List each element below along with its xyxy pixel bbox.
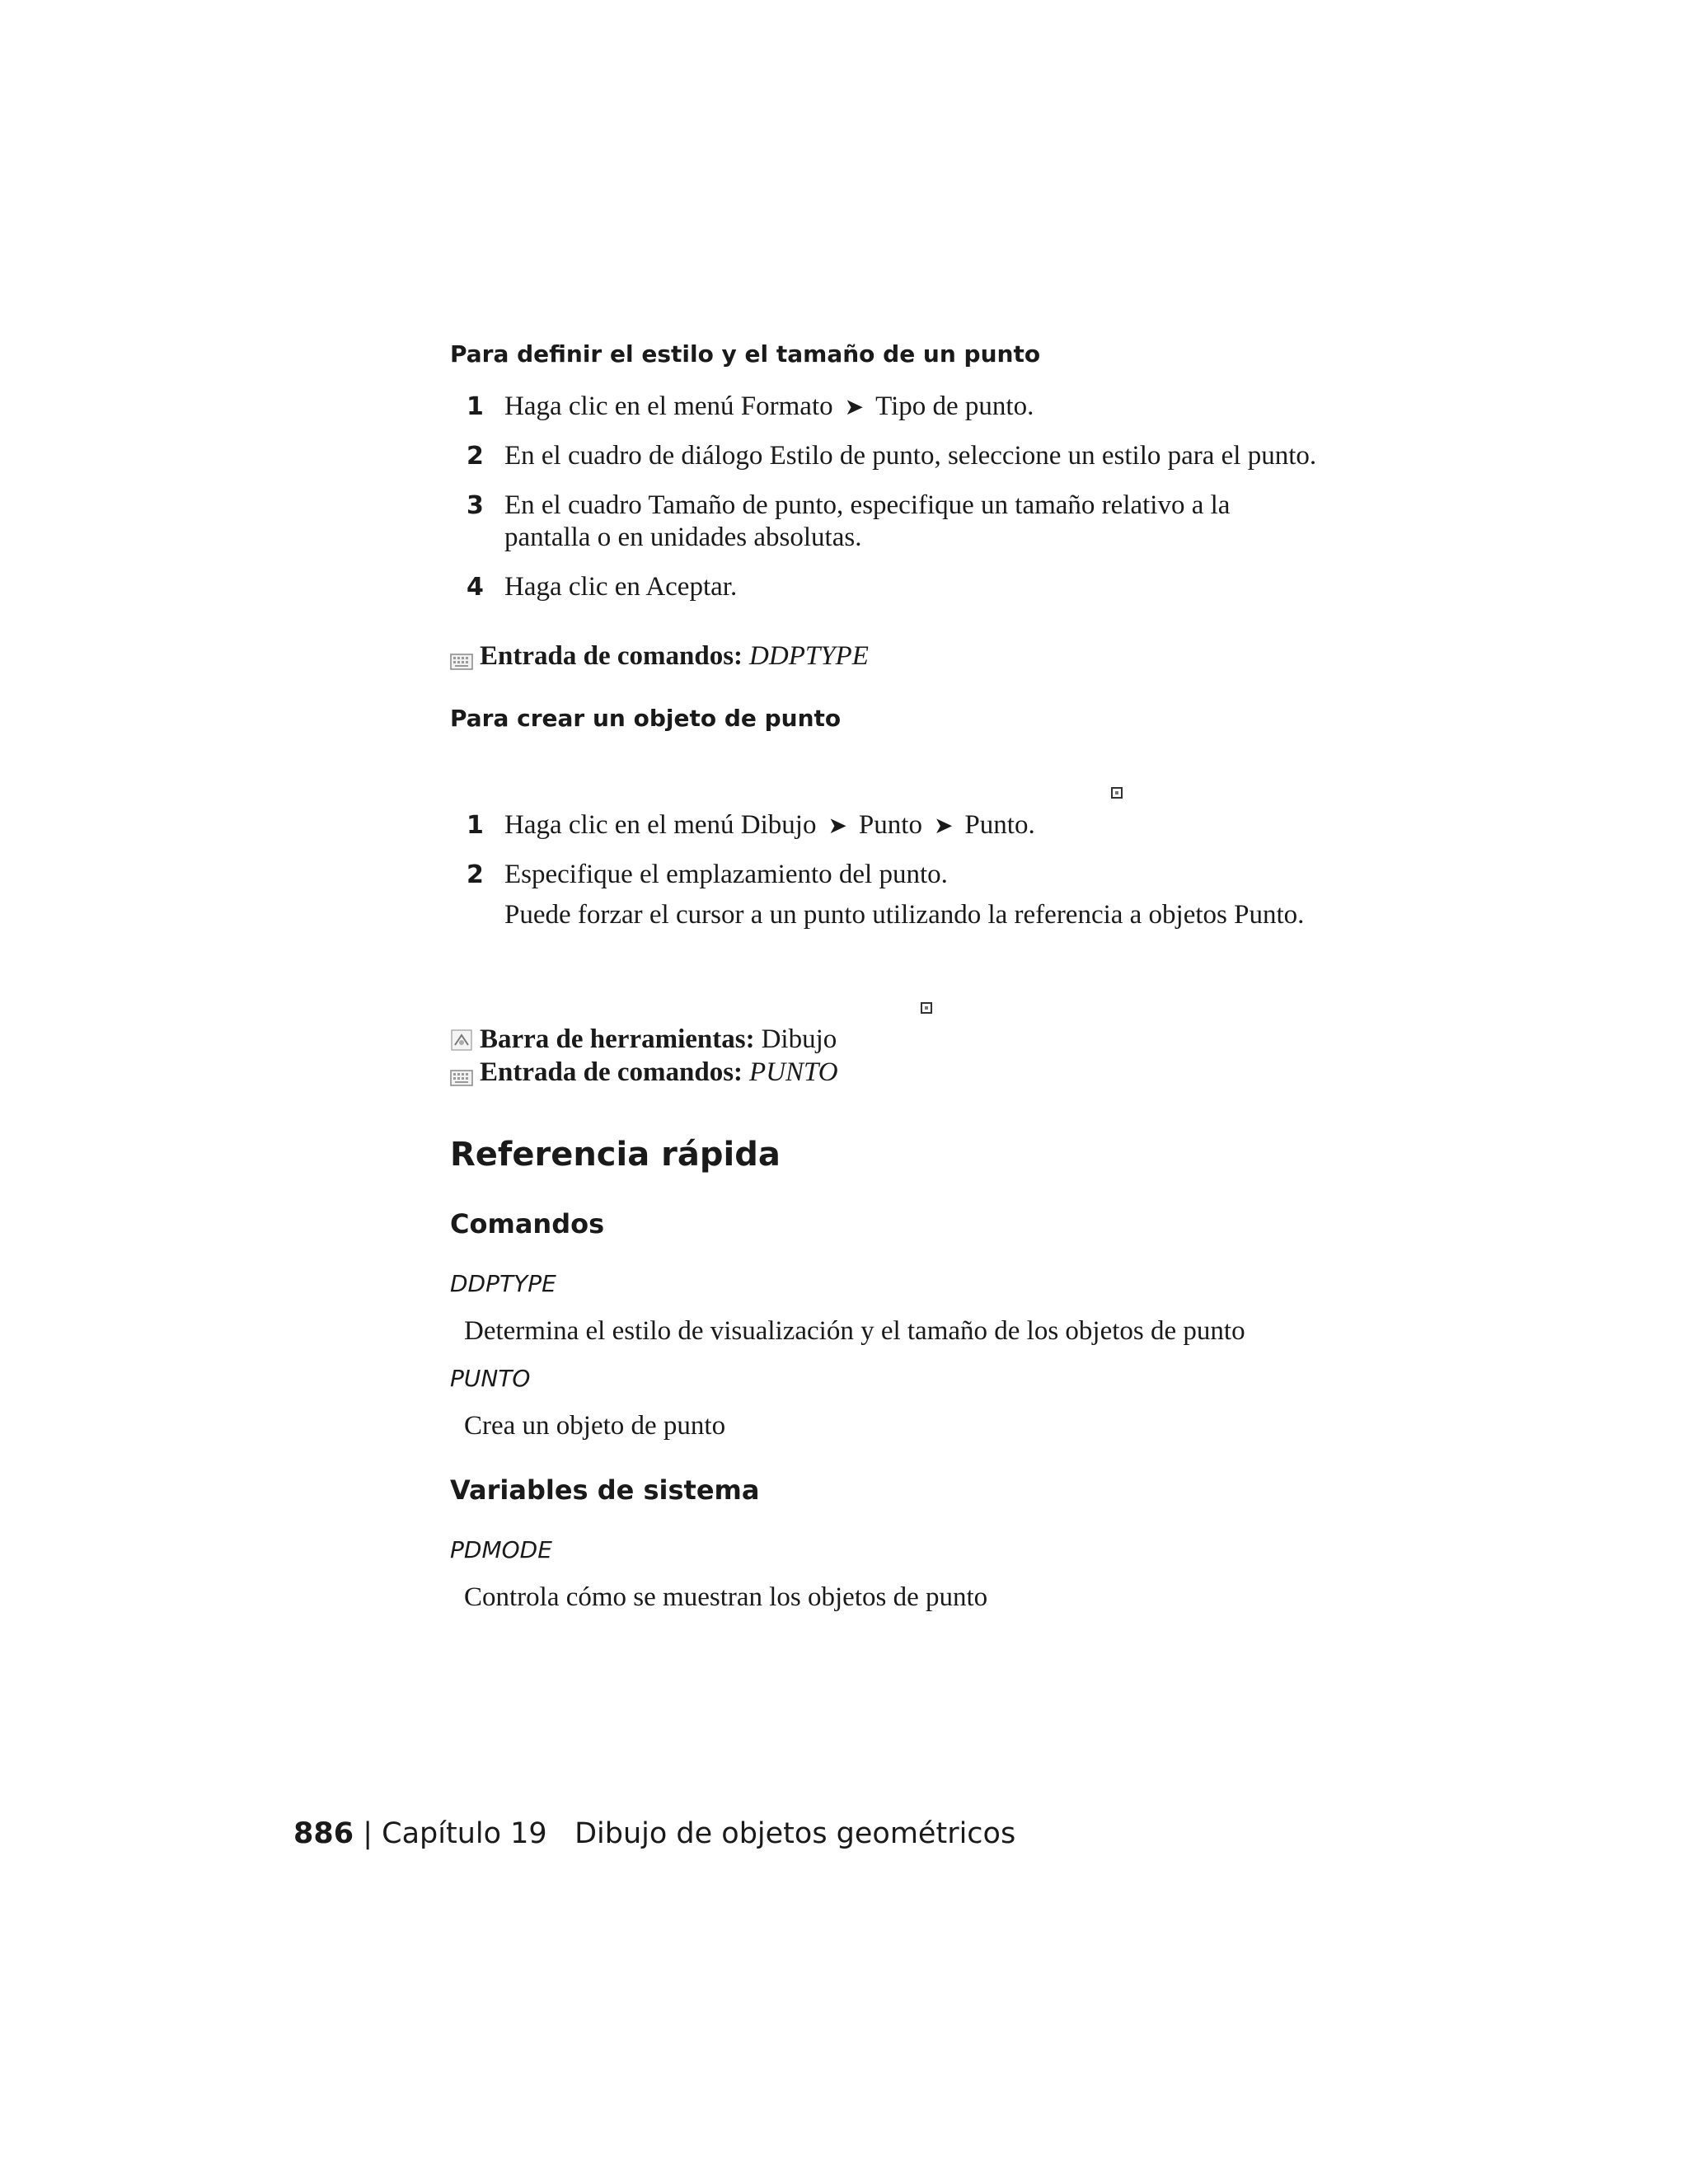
point-icon	[921, 1002, 932, 1014]
step-number: 2	[467, 442, 484, 471]
toolbar-icon	[450, 1029, 473, 1052]
reference-term: DDPTYPE	[450, 1270, 556, 1297]
step-number: 1	[467, 811, 484, 840]
step-text-part: Punto	[858, 810, 922, 840]
step-text: Especifique el emplazamiento del punto.	[504, 860, 948, 889]
toolbar-line	[450, 1024, 837, 1055]
step-note: Puede forzar el cursor a un punto utilizando la referencia a objetos Punto.	[504, 900, 1305, 930]
menu-arrow-icon: ➤	[828, 812, 847, 839]
subsection-title: Comandos	[450, 1208, 605, 1240]
reference-term: PUNTO	[450, 1365, 531, 1392]
menu-arrow-icon: ➤	[933, 812, 954, 839]
toolbar-name: Dibujo	[761, 1024, 837, 1054]
step-text: En el cuadro de diálogo Estilo de punto, seleccione un estilo para el punto.	[504, 441, 1317, 471]
step-text-part: Haga clic en el menú Dibujo	[504, 810, 817, 840]
reference-description: Crea un objeto de punto	[464, 1411, 726, 1441]
command-entry-line	[450, 1057, 838, 1088]
menu-arrow-icon: ➤	[844, 393, 865, 420]
reference-description: Controla cómo se muestran los objetos de punto	[464, 1582, 988, 1612]
command-name: PUNTO	[749, 1057, 838, 1087]
procedure-heading: Para crear un objeto de punto	[450, 705, 842, 732]
step-text: pantalla o en unidades absolutas.	[504, 523, 862, 552]
footer-separator: |	[363, 1817, 373, 1850]
step-number: 2	[467, 860, 484, 889]
toolbar-label: Barra de herramientas:	[480, 1024, 755, 1054]
point-icon	[1111, 787, 1123, 799]
step-text-part: Punto.	[964, 810, 1035, 840]
command-entry-label: Entrada de comandos:	[480, 641, 743, 671]
page-footer	[293, 1817, 1015, 1850]
procedure-heading: Para definir el estilo y el tamaño de un punto	[450, 340, 1041, 368]
step-number: 3	[467, 491, 484, 520]
chapter-label: Capítulo 19	[382, 1817, 547, 1850]
command-name: DDPTYPE	[749, 641, 869, 671]
page-number: 886	[293, 1817, 354, 1850]
keyboard-icon	[450, 1064, 473, 1082]
section-title: Referencia rápida	[450, 1136, 781, 1174]
command-entry-line	[450, 641, 869, 672]
step-number: 4	[467, 573, 484, 602]
step-text: Haga clic en Aceptar.	[504, 572, 738, 602]
step-number: 1	[467, 392, 484, 421]
step-text: En el cuadro Tamaño de punto, especifique un tamaño relativo a la	[504, 490, 1231, 520]
chapter-title: Dibujo de objetos geométricos	[574, 1817, 1016, 1850]
reference-description: Determina el estilo de visualización y el tamaño de los objetos de punto	[464, 1316, 1245, 1346]
step-text	[504, 810, 1035, 841]
subsection-title: Variables de sistema	[450, 1474, 760, 1506]
reference-term: PDMODE	[450, 1536, 552, 1563]
command-entry-label: Entrada de comandos:	[480, 1057, 743, 1087]
keyboard-icon	[450, 648, 473, 666]
step-text-part: Haga clic en el menú Formato	[504, 391, 833, 421]
step-text	[504, 391, 1034, 422]
step-text-part: Tipo de punto.	[875, 391, 1034, 421]
